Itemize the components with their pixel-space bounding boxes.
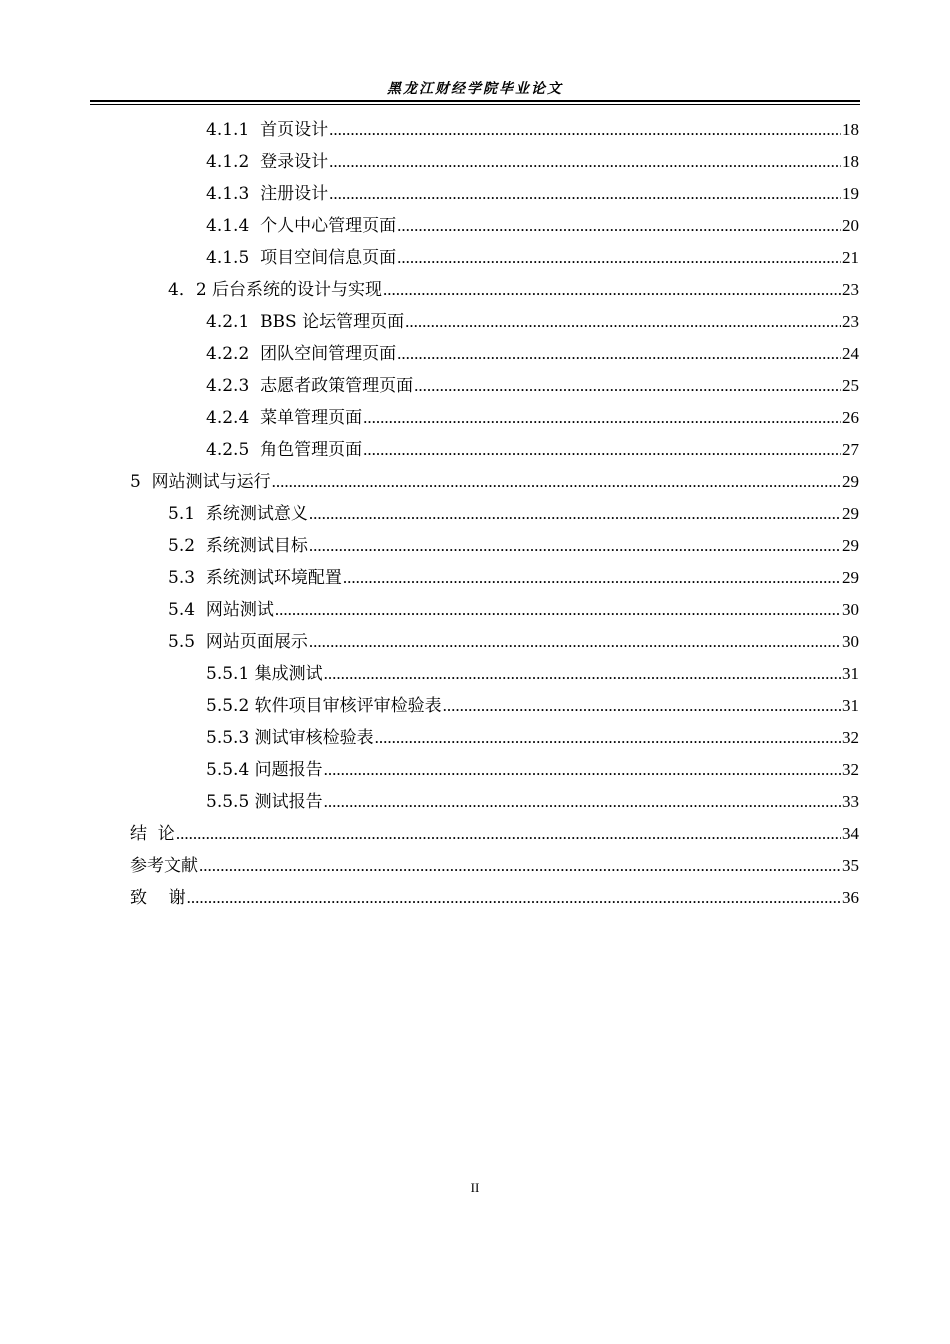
toc-leader-dots — [329, 178, 841, 210]
toc-entry[interactable] — [206, 210, 859, 242]
toc-entry[interactable] — [130, 850, 859, 882]
toc-entry-label: 5.3 系统测试环境配置 — [168, 568, 342, 588]
toc-leader-dots — [343, 562, 841, 594]
toc-entry-label: 4.1.5 项目空间信息页面 — [206, 248, 397, 268]
toc-entry[interactable] — [130, 466, 859, 498]
toc-entry-label: 5.5.3 测试审核检验表 — [206, 728, 374, 748]
toc-entry-label: 5.5.5 测试报告 — [206, 792, 323, 812]
toc-entry-label: 4.1.3 注册设计 — [206, 184, 329, 204]
toc-entry[interactable] — [206, 242, 859, 274]
toc-entry-label: 5.5.2 软件项目审核评审检验表 — [206, 696, 442, 716]
toc-entry[interactable] — [206, 114, 859, 146]
toc-leader-dots — [363, 434, 841, 466]
toc-entry[interactable] — [168, 274, 859, 306]
toc-leader-dots — [176, 818, 841, 850]
toc-entry-label: 4.2.5 角色管理页面 — [206, 440, 363, 460]
toc-leader-dots — [397, 210, 841, 242]
toc-leader-dots — [443, 690, 841, 722]
toc-entry-page: 27 — [842, 440, 859, 459]
toc-entry-label: 5.2 系统测试目标 — [168, 536, 308, 556]
toc-entry[interactable] — [206, 658, 859, 690]
toc-leader-dots — [329, 146, 841, 178]
toc-entry-label: 4.2.2 团队空间管理页面 — [206, 344, 397, 364]
toc-leader-dots — [309, 498, 841, 530]
toc-entry[interactable] — [168, 562, 859, 594]
toc-entry-page: 36 — [842, 888, 859, 907]
toc-entry-page: 29 — [842, 568, 859, 587]
toc-leader-dots — [363, 402, 841, 434]
toc-entry-page: 19 — [842, 184, 859, 203]
toc-entry-label: 结 论 — [130, 824, 175, 844]
toc-entry[interactable] — [206, 178, 859, 210]
toc-entry[interactable] — [206, 306, 859, 338]
toc-entry-page: 23 — [842, 280, 859, 299]
toc-leader-dots — [275, 594, 841, 626]
toc-entry[interactable] — [206, 690, 859, 722]
toc-leader-dots — [199, 850, 841, 882]
toc-entry-page: 33 — [842, 792, 859, 811]
toc-entry-label: 4.1.1 首页设计 — [206, 120, 329, 140]
toc-leader-dots — [324, 786, 841, 818]
toc-entry-page: 29 — [842, 472, 859, 491]
toc-entry-label: 4．2 后台系统的设计与实现 — [168, 280, 383, 300]
toc-leader-dots — [309, 530, 841, 562]
toc-entry-page: 30 — [842, 600, 859, 619]
toc-entry-page: 35 — [842, 856, 859, 875]
toc-leader-dots — [324, 754, 841, 786]
toc-entry-page: 18 — [842, 120, 859, 139]
toc-entry-page: 31 — [842, 664, 859, 683]
toc-entry[interactable] — [130, 818, 859, 850]
toc-leader-dots — [309, 626, 841, 658]
toc-entry-label: 5.1 系统测试意义 — [168, 504, 308, 524]
toc-entry-page: 34 — [842, 824, 859, 843]
toc-entry-label: 5.5.1 集成测试 — [206, 664, 323, 684]
toc-entry[interactable] — [206, 146, 859, 178]
toc-entry-page: 32 — [842, 728, 859, 747]
toc-entry[interactable] — [206, 370, 859, 402]
toc-entry[interactable] — [206, 786, 859, 818]
toc-entry[interactable] — [168, 530, 859, 562]
toc-entry-label: 4.1.2 登录设计 — [206, 152, 329, 172]
toc-entry[interactable] — [206, 402, 859, 434]
toc-entry-label: 5.5.4 问题报告 — [206, 760, 323, 780]
toc-leader-dots — [414, 370, 841, 402]
toc-entry-label: 4.2.4 菜单管理页面 — [206, 408, 363, 428]
toc-entry-label: 5.5 网站页面展示 — [168, 632, 308, 652]
toc-entry-page: 24 — [842, 344, 859, 363]
toc-entry-page: 29 — [842, 536, 859, 555]
toc-entry-label: 4.2.3 志愿者政策管理页面 — [206, 376, 414, 396]
toc-entry-label: 4.1.4 个人中心管理页面 — [206, 216, 397, 236]
toc-leader-dots — [329, 114, 841, 146]
toc-entry[interactable] — [168, 594, 859, 626]
toc-entry[interactable] — [168, 626, 859, 658]
toc-leader-dots — [272, 466, 841, 498]
header-rule-thin — [90, 104, 860, 105]
toc-leader-dots — [383, 274, 841, 306]
page-number: II — [470, 1180, 480, 1195]
toc-entry[interactable] — [130, 882, 859, 914]
toc-leader-dots — [397, 242, 841, 274]
toc-entry-label: 参考文献 — [130, 856, 198, 876]
toc-leader-dots — [375, 722, 841, 754]
toc-entry-page: 23 — [842, 312, 859, 331]
header-rule-thick — [90, 100, 860, 102]
toc-entry-page: 25 — [842, 376, 859, 395]
toc-entry-label: 5 网站测试与运行 — [130, 472, 271, 492]
toc-entry-page: 30 — [842, 632, 859, 651]
toc-entry[interactable] — [206, 338, 859, 370]
toc-leader-dots — [405, 306, 841, 338]
toc-entry-label: 5.4 网站测试 — [168, 600, 274, 620]
toc-entry-page: 20 — [842, 216, 859, 235]
page-header-title: 黑龙江财经学院毕业论文 — [387, 81, 563, 97]
toc-leader-dots — [324, 658, 841, 690]
toc-entry-page: 29 — [842, 504, 859, 523]
toc-entry-label: 4.2.1 BBS 论坛管理页面 — [206, 312, 405, 332]
toc-entry-page: 26 — [842, 408, 859, 427]
toc-entry-page: 21 — [842, 248, 859, 267]
toc-entry-page: 32 — [842, 760, 859, 779]
toc-leader-dots — [397, 338, 841, 370]
toc-entry[interactable] — [168, 498, 859, 530]
toc-entry-page: 18 — [842, 152, 859, 171]
toc-entry-label: 致 谢 — [130, 888, 186, 908]
toc-entry-page: 31 — [842, 696, 859, 715]
toc-entry[interactable] — [206, 434, 859, 466]
toc-leader-dots — [187, 882, 841, 914]
toc-entry[interactable] — [206, 722, 859, 754]
toc-entry[interactable] — [206, 754, 859, 786]
